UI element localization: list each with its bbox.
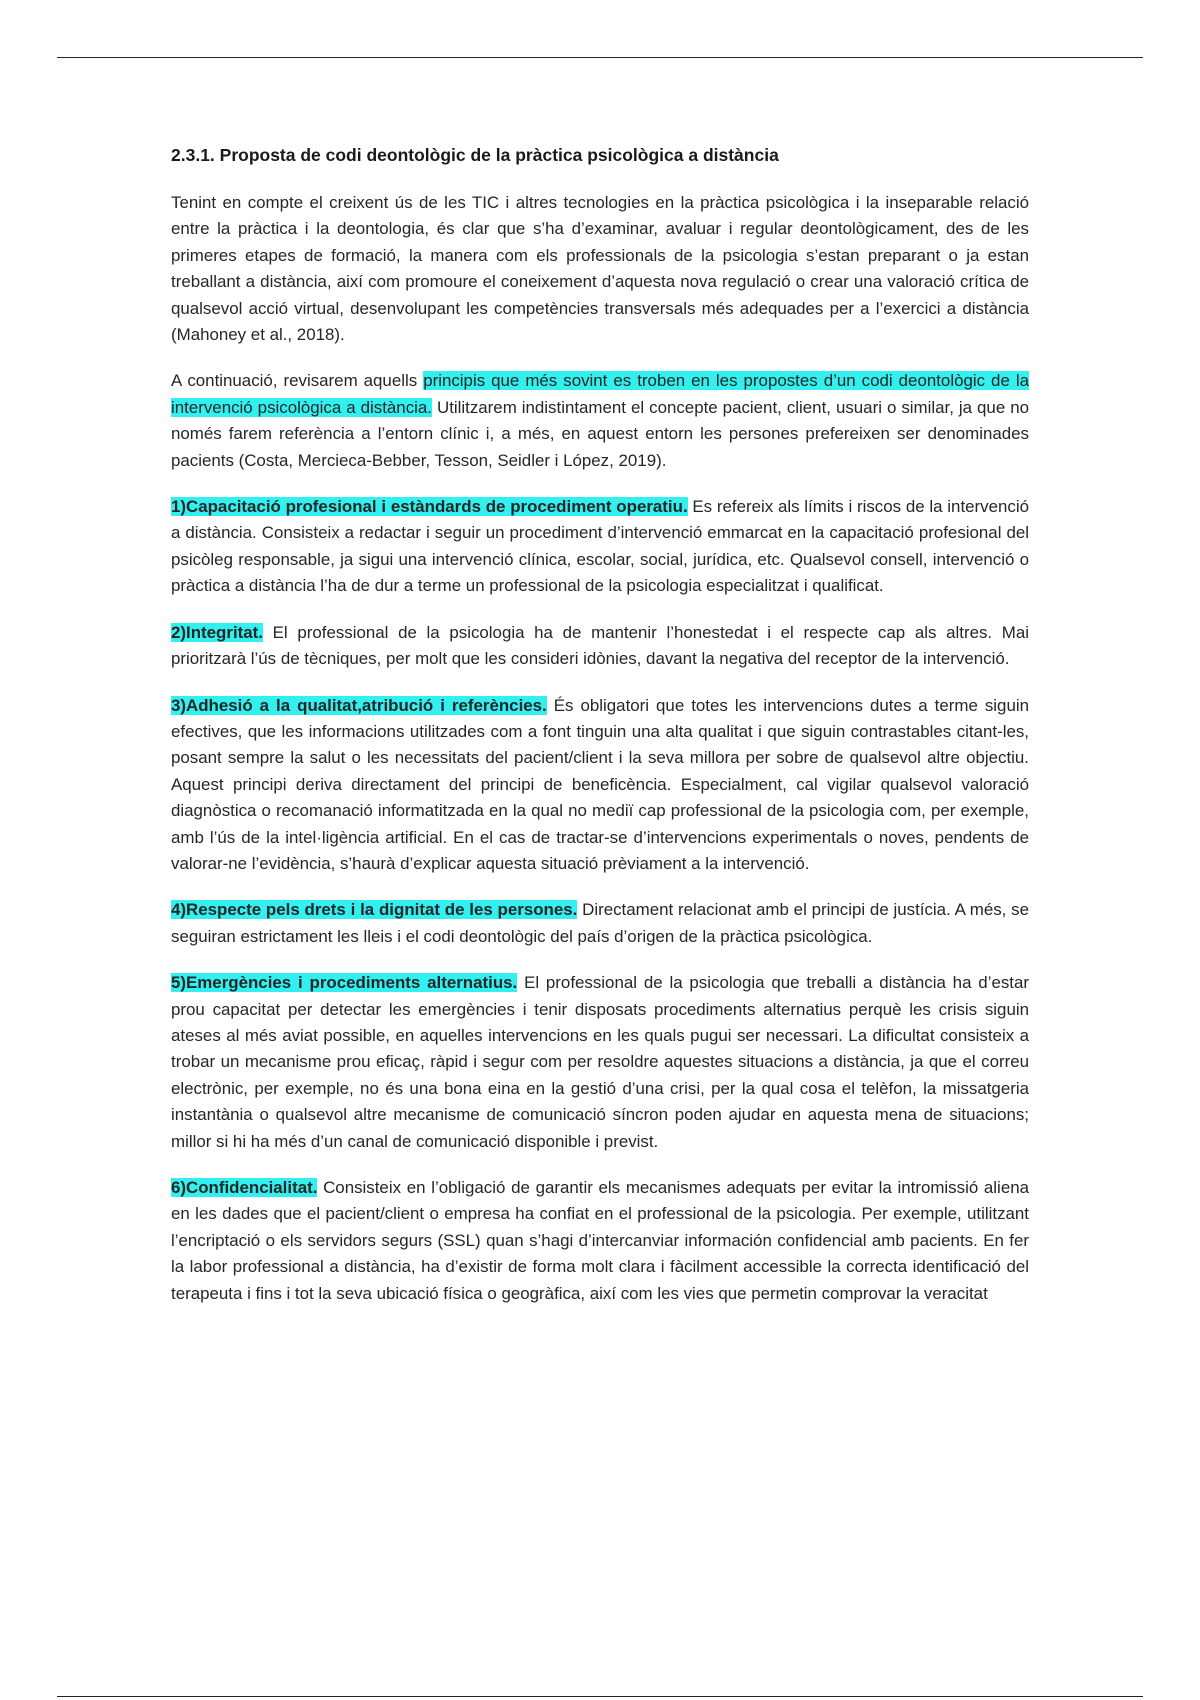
highlighted-text: principis que més sovint es troben en les propostes d’un codi deontològic de la intervenció psicològica a distància. — [171, 371, 1030, 417]
principle-5 — [171, 970, 1029, 1155]
principle-text: Directament relacionat amb el principi de justícia. A més, se seguiran estrictament les lleis i el codi deontològic del país d’origen de la pràctica psicològica. — [171, 900, 1029, 946]
principle-text: El professional de la psicologia que treballi a distància ha d’estar prou capacitat per detectar les emergències i tenir disposats procediments alternatius perquè les crisis siguin ateses al més aviat possible, en aquelles intervencions en les quals pugui ser necessari. La dificultat consisteix a trobar un mecanisme prou eficaç, ràpid i segur com per resoldre aquestes situacions a distància, ja que el correu electrònic, per exemple, no és una bona eina en la gestió d’una crisi, per la qual cosa el telèfon, la missatgeria instantània o qualsevol altre mecanisme de comunicació síncron poden ajudar en aquesta mena de situacions; millor si hi ha més d’un canal de comunicació disponible i previst. — [171, 973, 1030, 1151]
text-run: A continuació, revisarem aquells — [171, 371, 424, 391]
document-body — [171, 142, 1029, 1327]
principle-title: 6)Confidencialitat. — [171, 1178, 318, 1197]
principle-title: 1)Capacitació profesional i estàndards de procediment operatiu. — [171, 497, 688, 517]
principle-title: 3)Adhesió a la qualitat,atribució i referències. — [171, 695, 547, 715]
principle-title: 2)Integritat. — [171, 622, 263, 642]
principle-title: 4)Respecte pels drets i la dignitat de les persones. — [171, 900, 578, 920]
principle-3 — [171, 693, 1029, 878]
principle-1 — [171, 494, 1029, 600]
principle-4 — [171, 897, 1029, 950]
principle-text: És obligatori que totes les intervencions dutes a terme siguin efectives, que les informacions utilitzades com a font tinguin una alta qualitat i que siguin contrastables citant-les, posant sempre la salut o les necessitats del pacient/client i la seva millora per sobre de qualsevol altre objectiu. Aquest principi deriva directament del principi de beneficència. Especialment, cal vigilar qualsevol valoració diagnòstica o recomanació informatitzada en la qual no mediï cap professional de la psicologia com, per exemple, amb l’ús de la intel·ligència artificial. En el cas de tractar-se d’intervencions experimentals o noves, pendents de valorar-ne l’evidència, s’haurà d’explicar aquesta situació prèviament a la intervenció. — [171, 695, 1029, 873]
principle-title: 5)Emergències i procediments alternatius. — [171, 973, 518, 993]
principle-6 — [171, 1175, 1029, 1307]
principle-2 — [171, 620, 1029, 673]
principle-text: Es refereix als límits i riscos de la intervenció a distància. Consisteix a redactar i seguir un procediment d’intervenció emmarcat en la capacitació profesional del psicòleg responsable, ja sigui una intervenció clínica, escolar, social, jurídica, etc. Qualsevol consell, intervenció o pràctica a distància l’ha de dur a terme un professional de la psicologia especialitzat i qualificat. — [171, 497, 1029, 596]
principles-intro-paragraph — [171, 368, 1029, 474]
principle-text: El professional de la psicologia ha de mantenir l’honestedat i el respecte cap als altres. Mai prioritzarà l’ús de tècniques, per molt que les consideri idònies, davant la negativa del receptor de la intervenció. — [171, 622, 1029, 669]
principle-text: Consisteix en l’obligació de garantir els mecanismes adequats per evitar la intromissió aliena en les dades que el pacient/client o empresa ha confiat en el professional de la psicologia. Per exemple, utilitzant l’encriptació o els servidors segurs (SSL) quan s’hagi d’intercanviar información confidencial amb pacients. En fer la labor professional a distància, ha d’existir de forma molt clara i fàcilment accessible la correcta identificació del terapeuta i fins i tot la seva ubicació física o geogràfica, així com les vies que permetin comprovar la veracitat — [171, 1178, 1029, 1303]
intro-paragraph: Tenint en compte el creixent ús de les TIC i altres tecnologies en la pràctica psicològica i la inseparable relació entre la pràctica i la deontologia, és clar que s’ha d’examinar, avaluar i regular deontològicament, des de les primeres etapes de formació, la manera com els professionals de la psicologia s’estan preparant o ja estan treballant a distància, així com promoure el coneixement d’aquesta nova regulació o crear una valoració crítica de qualsevol acció virtual, desenvolupant les competències transversals més adequades per a l’exercici a distància (Mahoney et al., 2018). — [171, 193, 1029, 345]
top-rule — [57, 57, 1143, 58]
bottom-rule — [57, 1696, 1143, 1697]
text-run: Utilitzarem indistintament el concepte pacient, client, usuari o similar, ja que no només farem referència a l’entorn clínic i, a més, en aquest entorn les persones prefereixen ser denominades pacients (Costa, Mercieca-Bebber, Tesson, Seidler i López, 2019). — [171, 397, 1030, 470]
section-heading: 2.3.1. Proposta de codi deontològic de la pràctica psicològica a distància — [171, 145, 779, 165]
